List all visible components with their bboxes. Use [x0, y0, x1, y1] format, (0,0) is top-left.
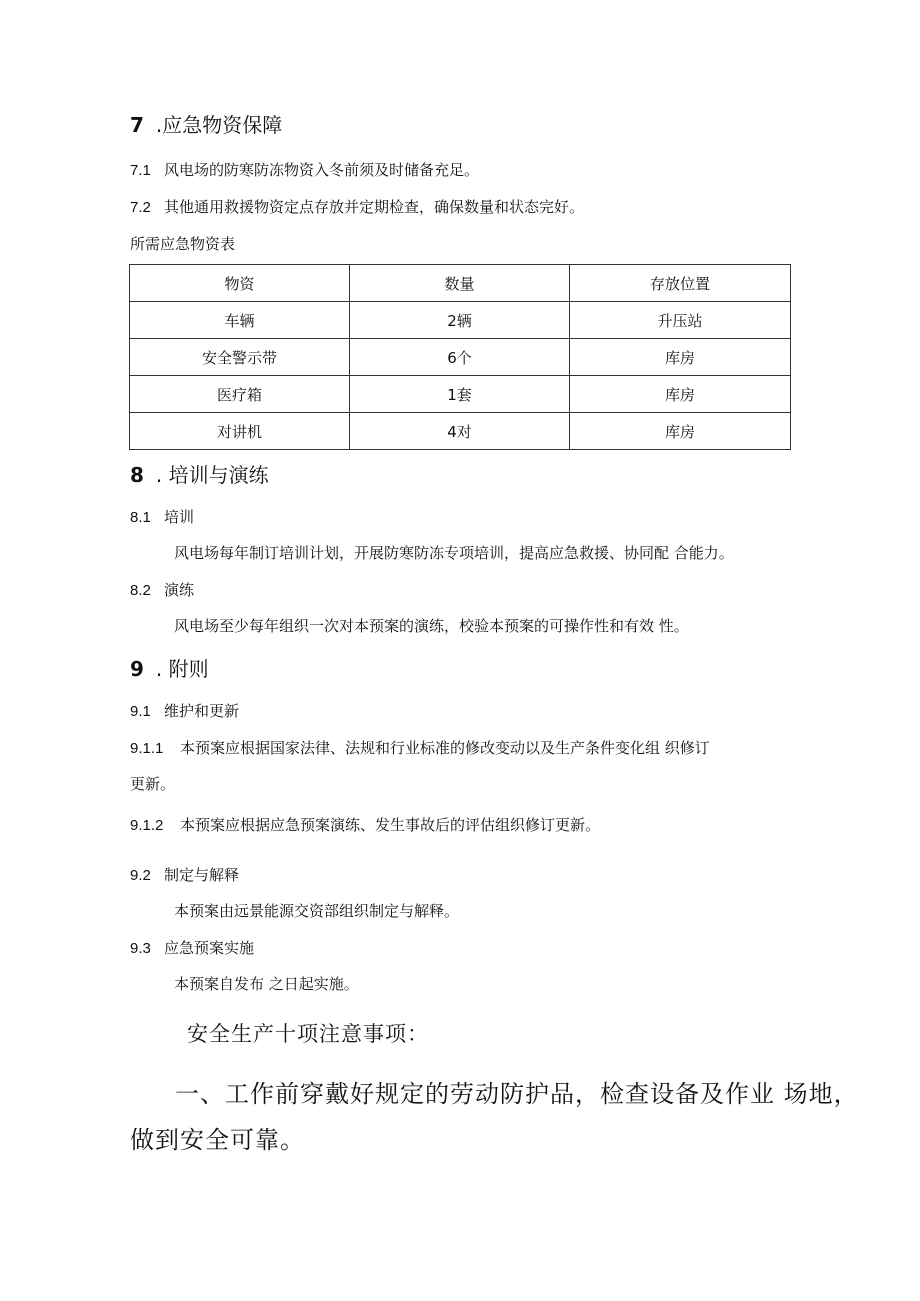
table-row: [130, 376, 791, 413]
item-9-2-title: 制定与解释: [164, 866, 240, 884]
cell-location: 升压站: [570, 302, 791, 339]
cell-material: 车辆: [130, 302, 350, 339]
item-7-2: [130, 196, 584, 219]
cell-quantity: 6个: [350, 339, 570, 376]
item-9-2: [130, 864, 239, 887]
table-row: [130, 302, 791, 339]
section-7-number: 7: [130, 113, 144, 137]
materials-table: [129, 264, 791, 450]
cell-location: 库房: [570, 376, 791, 413]
item-9-1-2: [130, 814, 600, 837]
item-8-1: [130, 506, 194, 529]
item-8-1-title: 培训: [164, 508, 195, 526]
section-8-title: . 培训与演练: [155, 463, 269, 487]
item-7-1: [130, 159, 479, 182]
item-9-3-title: 应急预案实施: [164, 939, 255, 957]
section-9-title: . 附则: [155, 657, 209, 681]
header-material: 物资: [130, 265, 350, 302]
item-8-1-number: 8.1: [130, 509, 151, 526]
section-7-title: .应急物资保障: [155, 113, 283, 137]
item-8-2-number: 8.2: [130, 582, 151, 599]
item-8-1-body: 风电场每年制订培训计划，开展防寒防冻专项培训，提高应急救援、协同配 合能力。: [174, 544, 734, 562]
item-9-3: [130, 937, 254, 960]
item-7-2-text: 其他通用救援物资定点存放并定期检查，确保数量和状态完好。: [164, 198, 585, 216]
item-9-1: [130, 700, 239, 723]
cell-quantity: 1套: [350, 376, 570, 413]
item-8-2: [130, 579, 194, 602]
cell-location: 库房: [570, 413, 791, 450]
safety-title: 安全生产十项注意事项：: [187, 1022, 429, 1046]
item-9-1-1-continuation: 更新。: [130, 775, 176, 793]
item-9-1-2-number: 9.1.2: [130, 817, 164, 834]
item-7-1-text: 风电场的防寒防冻物资入冬前须及时储备充足。: [164, 161, 480, 179]
cell-quantity: 2辆: [350, 302, 570, 339]
table-header-row: [130, 265, 791, 302]
item-7-1-number: 7.1: [130, 162, 151, 179]
item-8-2-title: 演练: [164, 581, 195, 599]
item-9-1-1-text: 本预案应根据国家法律、法规和行业标准的修改变动以及生产条件变化组 织修订: [180, 739, 710, 757]
safety-item-1-line-1: 一、工作前穿戴好规定的劳动防护品，检查设备及作业 场地，: [175, 1080, 859, 1108]
item-9-3-number: 9.3: [130, 940, 151, 957]
table-row: [130, 413, 791, 450]
item-9-3-body: 本预案自发布 之日起实施。: [174, 975, 359, 993]
safety-item-1-line-2: 做到安全可靠。: [130, 1126, 305, 1154]
table-caption: 所需应急物资表: [130, 235, 236, 253]
item-9-1-1: [130, 737, 710, 760]
item-9-2-number: 9.2: [130, 867, 151, 884]
section-9-number: 9: [130, 657, 144, 681]
item-9-1-1-number: 9.1.1: [130, 740, 164, 757]
table-row: [130, 339, 791, 376]
item-8-2-body: 风电场至少每年组织一次对本预案的演练，校验本预案的可操作性和有效 性。: [174, 617, 689, 635]
header-location: 存放位置: [570, 265, 791, 302]
header-quantity: 数量: [350, 265, 570, 302]
cell-location: 库房: [570, 339, 791, 376]
cell-material: 对讲机: [130, 413, 350, 450]
item-9-2-body: 本预案由远景能源交资部组织制定与解释。: [174, 902, 460, 920]
cell-material: 安全警示带: [130, 339, 350, 376]
item-9-1-2-text: 本预案应根据应急预案演练、发生事故后的评估组织修订更新。: [180, 816, 601, 834]
item-9-1-title: 维护和更新: [164, 702, 240, 720]
section-8-heading: [130, 461, 269, 489]
item-9-1-number: 9.1: [130, 703, 151, 720]
section-9-heading: [130, 655, 209, 683]
cell-quantity: 4对: [350, 413, 570, 450]
item-7-2-number: 7.2: [130, 199, 151, 216]
section-8-number: 8: [130, 463, 144, 487]
section-7-heading: [130, 111, 282, 139]
cell-material: 医疗箱: [130, 376, 350, 413]
